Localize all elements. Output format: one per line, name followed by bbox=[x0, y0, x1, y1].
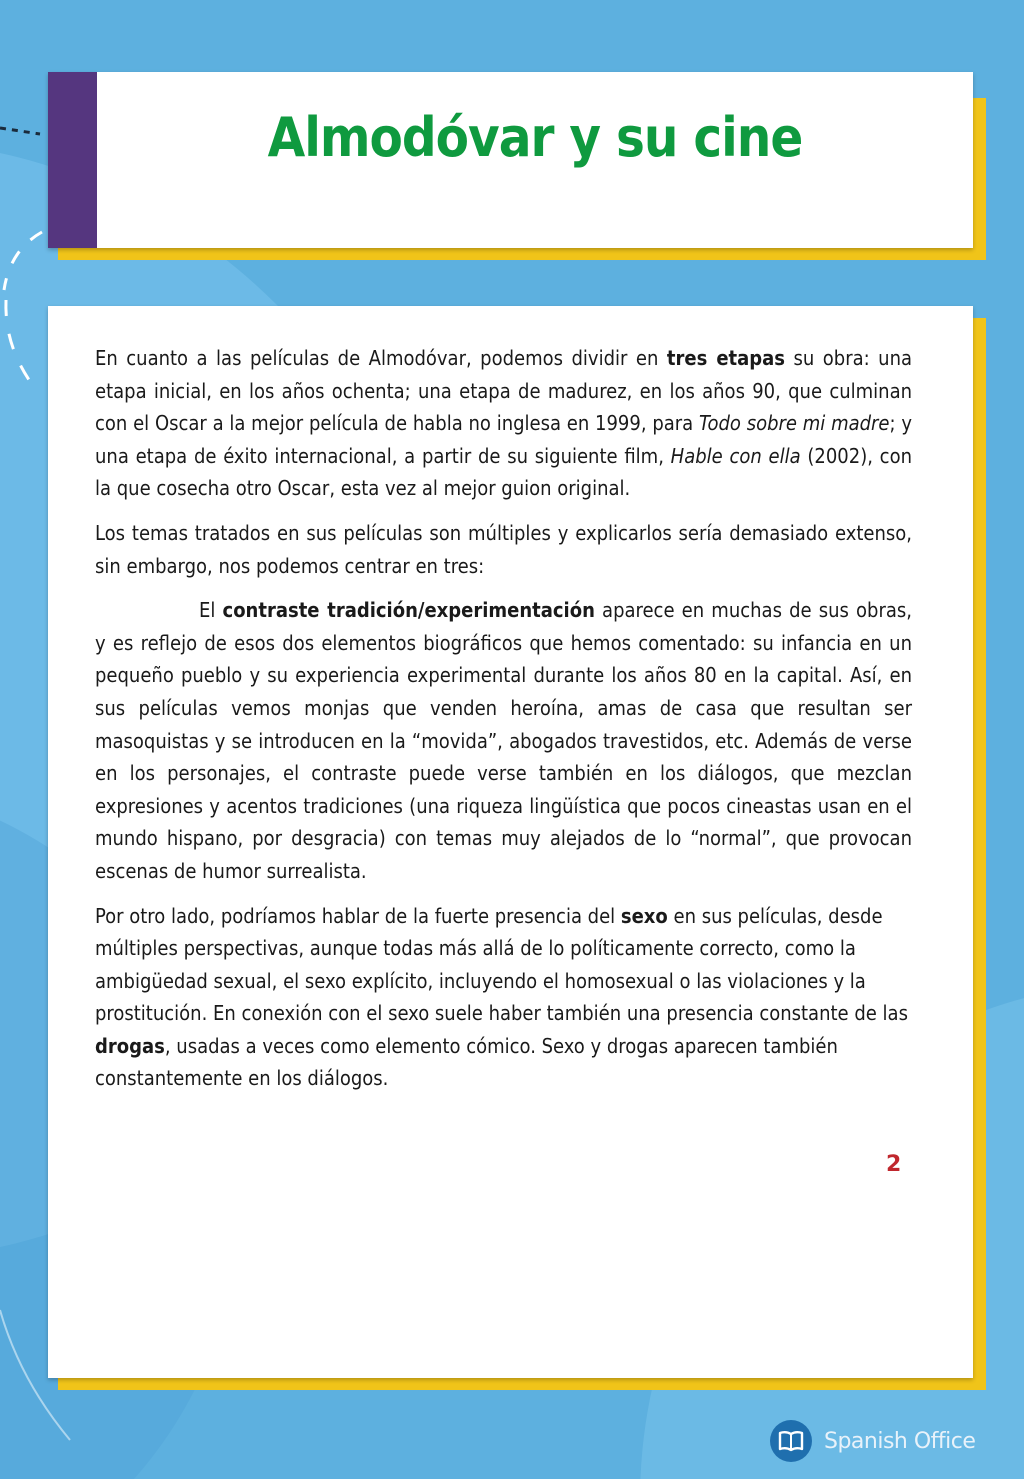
text-run: En cuanto a las películas de Almodóvar, podemos dividir en bbox=[95, 346, 667, 370]
brand-logo bbox=[770, 1418, 975, 1464]
article-content bbox=[95, 342, 912, 1107]
title-card bbox=[48, 72, 973, 248]
text-run: Por otro lado, podríamos hablar de la fuerte presencia del bbox=[95, 903, 621, 928]
bold-term: tres etapas bbox=[666, 346, 785, 370]
paragraph-3 bbox=[95, 594, 912, 887]
film-title: Todo sobre mi madre bbox=[698, 411, 890, 436]
text-run: aparece en muchas de sus obras, y es reflejo de esos dos elementos biográficos que hemos comentado: su infancia en un pequeño pueblo y su experiencia experimental durante los años 80 en la capital. Así, en sus películas vemos monjas que venden heroína, amas de casa que resultan ser masoquistas y se introducen en la “movida”, abogados travestidos, etc. Además de verse en los personajes, el contraste puede verse también en los diálogos, que mezclan expresiones y acentos tradiciones (una riqueza lingüística que pocos cineastas usan en el mundo hispano, por desgracia) con temas muy alejados de lo “normal”, que provocan escenas de humor surrealista. bbox=[95, 598, 912, 883]
title-accent-bar bbox=[48, 72, 97, 248]
bold-term: sexo bbox=[620, 903, 668, 928]
text-run: su obra: una etapa inicial, en los años ochenta; una etapa de madurez, en los años 90, que culminan con el Oscar a la mejor película de habla no inglesa en 1999, para bbox=[95, 346, 913, 436]
text-run: El bbox=[199, 598, 223, 623]
logo-text: Spanish Office bbox=[824, 1428, 976, 1454]
film-title: Hable con ella bbox=[670, 443, 801, 468]
paragraph-2: Los temas tratados en sus películas son múltiples y explicarlos sería demasiado extenso, sin embargo, nos podemos centrar en tres: bbox=[95, 520, 912, 578]
paragraph-1 bbox=[95, 342, 912, 505]
body-card bbox=[48, 306, 973, 1378]
text-run: en sus películas, desde múltiples perspectivas, aunque todas más allá de lo políticamente correcto, como la ambigüedad sexual, el sexo explícito, incluyendo el homosexual o las violaciones y la prostitución. En conexión con el sexo suele haber también una presencia constante de las bbox=[95, 903, 908, 1026]
paragraph-4 bbox=[95, 900, 912, 1096]
text-run: ; y una etapa de éxito internacional, a partir de su siguiente film, bbox=[95, 411, 913, 468]
open-book-icon bbox=[770, 1420, 812, 1462]
text-run: , usadas a veces como elemento cómico. Sexo y drogas aparecen también constantemente en los diálogos. bbox=[95, 1033, 838, 1091]
page-number: 2 bbox=[886, 1152, 902, 1177]
text-run: (2002), con la que cosecha otro Oscar, esta vez al mejor guion original. bbox=[95, 443, 912, 501]
bold-term: contraste tradición/experimentación bbox=[222, 598, 595, 623]
bold-term: drogas bbox=[95, 1033, 165, 1058]
page-title: Almodóvar y su cine bbox=[267, 106, 803, 169]
